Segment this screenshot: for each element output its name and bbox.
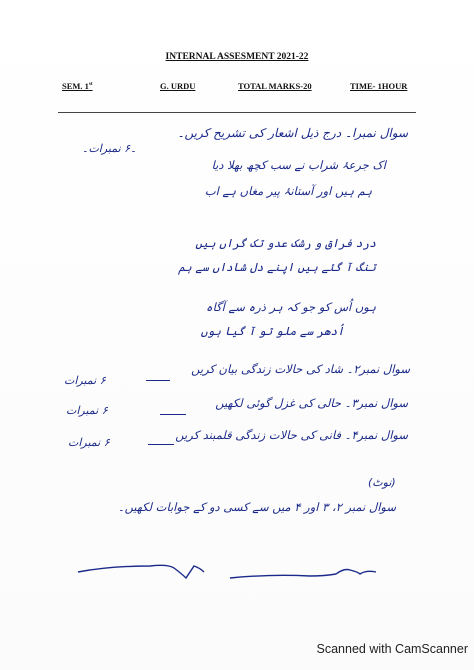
question-4-text: سوال نمبر۴۔ فانی کی حالات زندگی قلمبند کریں	[175, 428, 408, 442]
question-3-marks: ۶ نمبرات	[66, 404, 108, 417]
couplet-3-line-1: ہوں اُس کو جو کہ ہر ذرہ سے آگاہ	[205, 300, 376, 314]
couplet-1-line-2: ہم ہیں اور آستانۂ پیر مغاں ہے اب	[204, 184, 372, 198]
question-2-marks: ۶ نمبرات	[64, 374, 106, 387]
signature-right	[230, 570, 376, 579]
question-1-marks: ۔۶ نمبرات۔	[82, 142, 137, 155]
semester-superscript: st	[88, 82, 93, 88]
question-3-text: سوال نمبر۳۔ حالی کی غزل گوئی لکھیں	[215, 396, 408, 410]
signature-left	[78, 565, 204, 578]
question-4-marks: ۶ نمبرات	[68, 436, 110, 449]
couplet-1-line-1: اک جرعۂ شراب نے سب کچھ بھلا دیا	[211, 158, 386, 172]
note-label: (نوٹ)	[368, 476, 396, 489]
semester-text: SEM. 1	[62, 81, 89, 91]
assessment-title: INTERNAL ASSESMENT 2021-22	[165, 52, 309, 62]
couplet-2-line-2: تنگ آ گئے ہیں اپنے دل شاداں سے ہم	[178, 260, 376, 274]
note-text: سوال نمبر ۲، ۳ اور ۴ میں سے کسی دو کے جوابات لکھیں۔	[117, 500, 396, 514]
subject-label: G. URDU	[160, 81, 196, 91]
time-label: TIME- 1HOUR	[350, 81, 408, 91]
total-marks-label: TOTAL MARKS-20	[238, 81, 312, 91]
question-2-text: سوال نمبر۲۔ شاد کی حالات زندگی بیان کریں	[191, 362, 410, 376]
couplet-3-line-2: اُدھر سے ملو تو آ گیا ہوں	[200, 324, 344, 338]
question-1-text: سوال نمبرا۔ درج ذیل اشعار کی تشریح کریں۔	[177, 126, 408, 140]
scanner-watermark: Scanned with CamScanner	[316, 642, 468, 656]
couplet-2-line-1: درد فراق و رشک عدو تک گراں ہیں	[195, 236, 376, 250]
